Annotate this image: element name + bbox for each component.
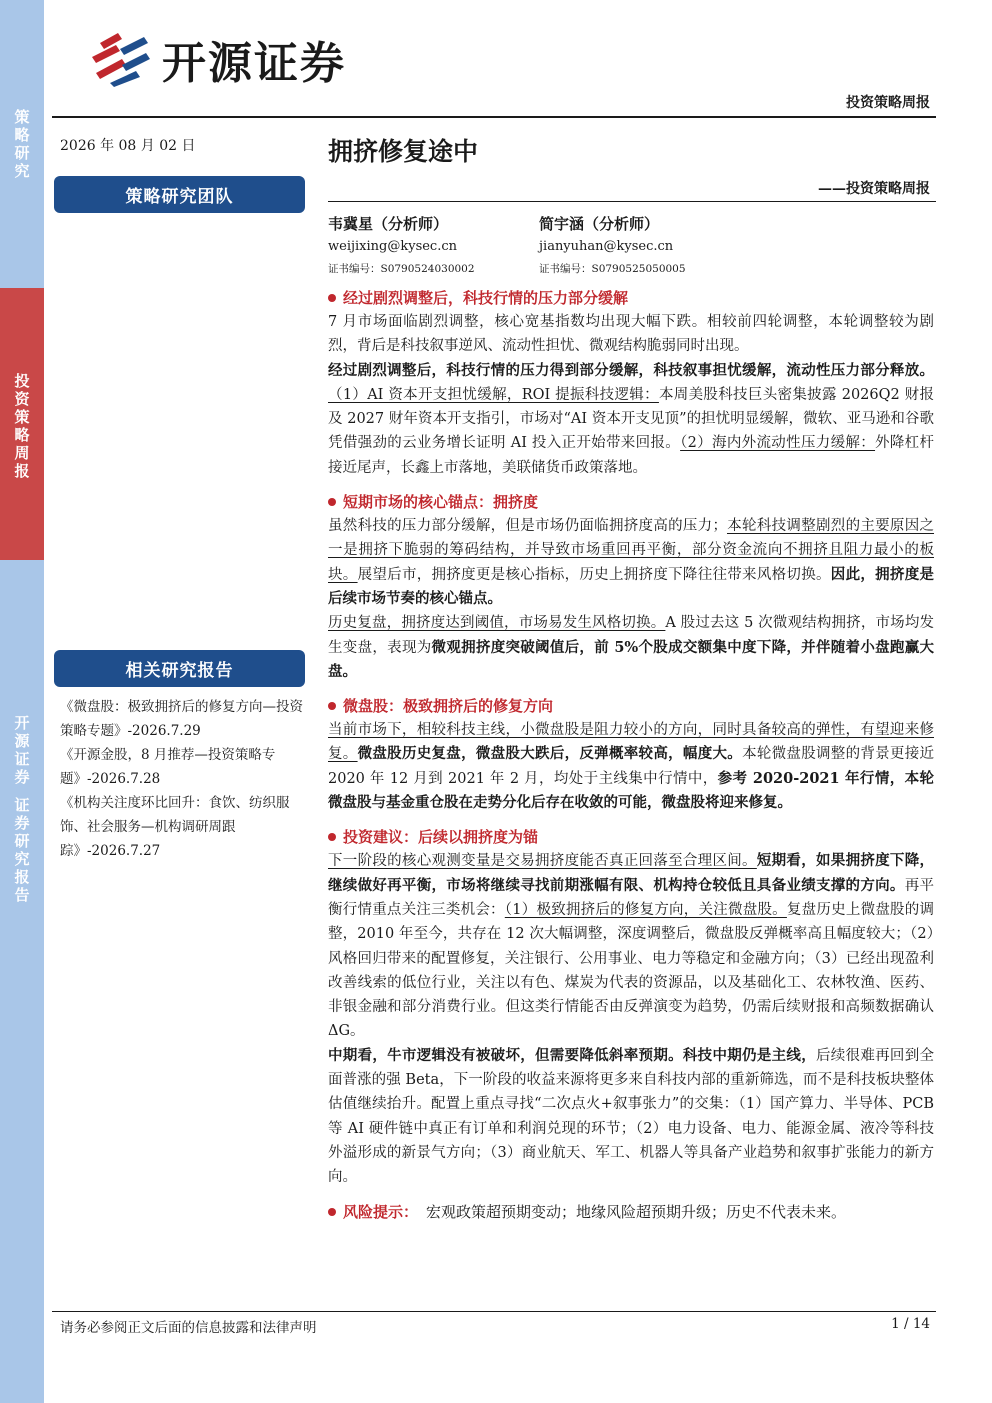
section-heading: 微盘股：极致拥挤后的修复方向 (328, 694, 934, 718)
analyst-card (328, 213, 475, 279)
paragraph: 中期看，牛市逻辑没有被破坏，但需要降低斜率预期。科技中期仍是主线，后续很难再回到全面普涨的强 Beta，下一阶段的收益来源将更多来自科技内部的重新筛选，而不是科技板块整体估值继续抬升。配置上重点寻找“二次点火+叙事张力”的交集：（1）国产算力、半导体、PCB 等 AI 硬件链中真正有订单和利润兑现的环节；（2）电力设备、电力、能源金属、液冷等科技外溢形成的新景气方向；（3）商业航天、军工、机器人等具备产业趋势和叙事扩张能力的新方向。 (328, 1046, 934, 1186)
related-report-item[interactable]: 《机构关注度环比回升：食饮、纺织服饰、社会服务—机构调研周跟踪》-2026.7.27 (60, 795, 290, 859)
report-date: 2026 年 08 月 02 日 (60, 138, 196, 154)
subtitle-divider (328, 201, 936, 202)
related-report-item[interactable]: 《微盘股：极致拥挤后的修复方向—投资策略专题》-2026.7.29 (60, 699, 303, 739)
bullet-icon (328, 833, 336, 841)
team-label: 策略研究团队 (54, 176, 305, 213)
report-type: 投资策略周报 (846, 95, 930, 111)
related-report-item[interactable]: 《开源金股，8 月推荐—投资策略专题》-2026.7.28 (60, 747, 276, 787)
related-reports-label: 相关研究报告 (54, 650, 305, 687)
kysec-logo-icon (86, 29, 152, 89)
brand-name: 开源证券 (162, 38, 346, 89)
paragraph: 当前市场下，相较科技主线，小微盘股是阻力较小的方向，同时具备较高的弹性，有望迎来修复。微盘股历史复盘，微盘股大跌后，反弹概率较高，幅度大。本轮微盘股调整的背景更接近 2020 年 12 月到 2021 年 2 月，均处于主线集中行情中，参考 2020-2021 年行情，本轮微盘股与基金重仓股在走势分化后存在收敛的可能，微盘股将迎来修复。 (328, 722, 935, 812)
section-heading: 投资建议：后续以拥挤度为锚 (328, 825, 934, 849)
paragraph: 经过剧烈调整后，科技行情的压力得到部分缓解，科技叙事担忧缓解，流动性压力部分释放。（1）AI 资本开支担忧缓解，ROI 提振科技逻辑：本周美股科技巨头密集披露 2026Q2 财报及 2027 财年资本开支指引，市场对“AI 资本开支见顶”的担忧明显缓解，微软、亚马逊和谷歌凭借强劲的云业务增长证明 AI 投入正开始带来回报。（2）海内外流动性压力缓解：外降杠杆接近尾声，长鑫上市落地，美联储货币政策落地。 (328, 361, 935, 476)
brand-logo (86, 28, 346, 90)
bullet-icon (328, 498, 336, 506)
analyst-cert: 证书编号：S0790525050005 (539, 263, 686, 275)
page-number: 1 / 14 (891, 1316, 930, 1332)
side-label-strategy: 策 略 研 究 (14, 108, 30, 180)
bullet-icon (328, 1208, 336, 1216)
report-title: 拥挤修复途中 (328, 137, 479, 166)
report-body (328, 286, 934, 1224)
paragraph: 下一阶段的核心观测变量是交易拥挤度能否真正回落至合理区间。短期看，如果拥挤度下降，继续做好再平衡，市场将继续寻找前期涨幅有限、机构持仓较低且具备业绩支撑的方向。再平衡行情重点关注三类机会：（1）极致拥挤后的修复方向，关注微盘股。复盘历史上微盘股的调整，2010 年至今，共存在 12 次大幅调整，深度调整后，微盘股反弹概率高且幅度较大；（2）风格回归带来的配置修复，关注银行、公用事业、电力等稳定和金融方向；（3）已经出现盈利改善线索的低位行业，关注以有色、煤炭为代表的资源品，以及基础化工、农林牧渔、医药、非银金融和部分消费行业。但这类行情能否由反弹演变为趋势，仍需后续财报和高频数据确认 ΔG。 (328, 852, 935, 1040)
analyst-card (539, 213, 686, 279)
side-bar (0, 0, 44, 1403)
related-reports-list (60, 695, 308, 863)
bullet-icon (328, 702, 336, 710)
risk-heading: 风险提示： 宏观政策超预期变动；地缘风险超预期升级；历史不代表未来。 (328, 1200, 934, 1224)
paragraph: 7 月市场面临剧烈调整，核心宽基指数均出现大幅下跌。相较前四轮调整，本轮调整较为剧烈，背后是科技叙事逆风、流动性担忧、微观结构脆弱同时出现。 (328, 314, 934, 355)
side-label-weekly: 投 资 策 略 周 报 (0, 288, 44, 560)
paragraph: 历史复盘，拥挤度达到阈值，市场易发生风格切换。A 股过去这 5 次微观结构拥挤，市场均发生变盘，表现为微观拥挤度突破阈值后，前 5%个股成交额集中度下降，并伴随着小盘跑赢大盘。 (328, 615, 935, 680)
side-label-kysec: 开 源 证 券 证 券 研 究 报 告 (14, 714, 30, 904)
paragraph: 虽然科技的压力部分缓解，但是市场仍面临拥挤度高的压力；本轮科技调整剧烈的主要原因之一是拥挤下脆弱的筹码结构，并导致市场重回再平衡，部分资金流向不拥挤且阻力最小的板块。展望后市，拥挤度更是核心指标，历史上拥挤度下降往往带来风格切换。因此，拥挤度是后续市场节奏的核心锚点。 (328, 518, 935, 607)
analyst-cert: 证书编号：S0790524030002 (328, 263, 475, 275)
analyst-name: 简宇涵（分析师） (539, 215, 660, 233)
bullet-icon (328, 294, 336, 302)
analyst-name: 韦冀星（分析师） (328, 215, 449, 233)
risk-text: 宏观政策超预期变动；地缘风险超预期升级；历史不代表未来。 (426, 1202, 847, 1221)
section-heading: 经过剧烈调整后，科技行情的压力部分缓解 (328, 286, 934, 310)
footer-disclaimer: 请务必参阅正文后面的信息披露和法律声明 (60, 1320, 317, 1336)
analyst-email[interactable]: weijixing@kysec.cn (328, 239, 458, 254)
header-divider (52, 116, 936, 118)
analyst-email[interactable]: jianyuhan@kysec.cn (539, 239, 674, 254)
section-heading: 短期市场的核心锚点：拥挤度 (328, 490, 934, 514)
footer-divider (52, 1311, 936, 1312)
report-subtitle: ——投资策略周报 (818, 181, 930, 197)
